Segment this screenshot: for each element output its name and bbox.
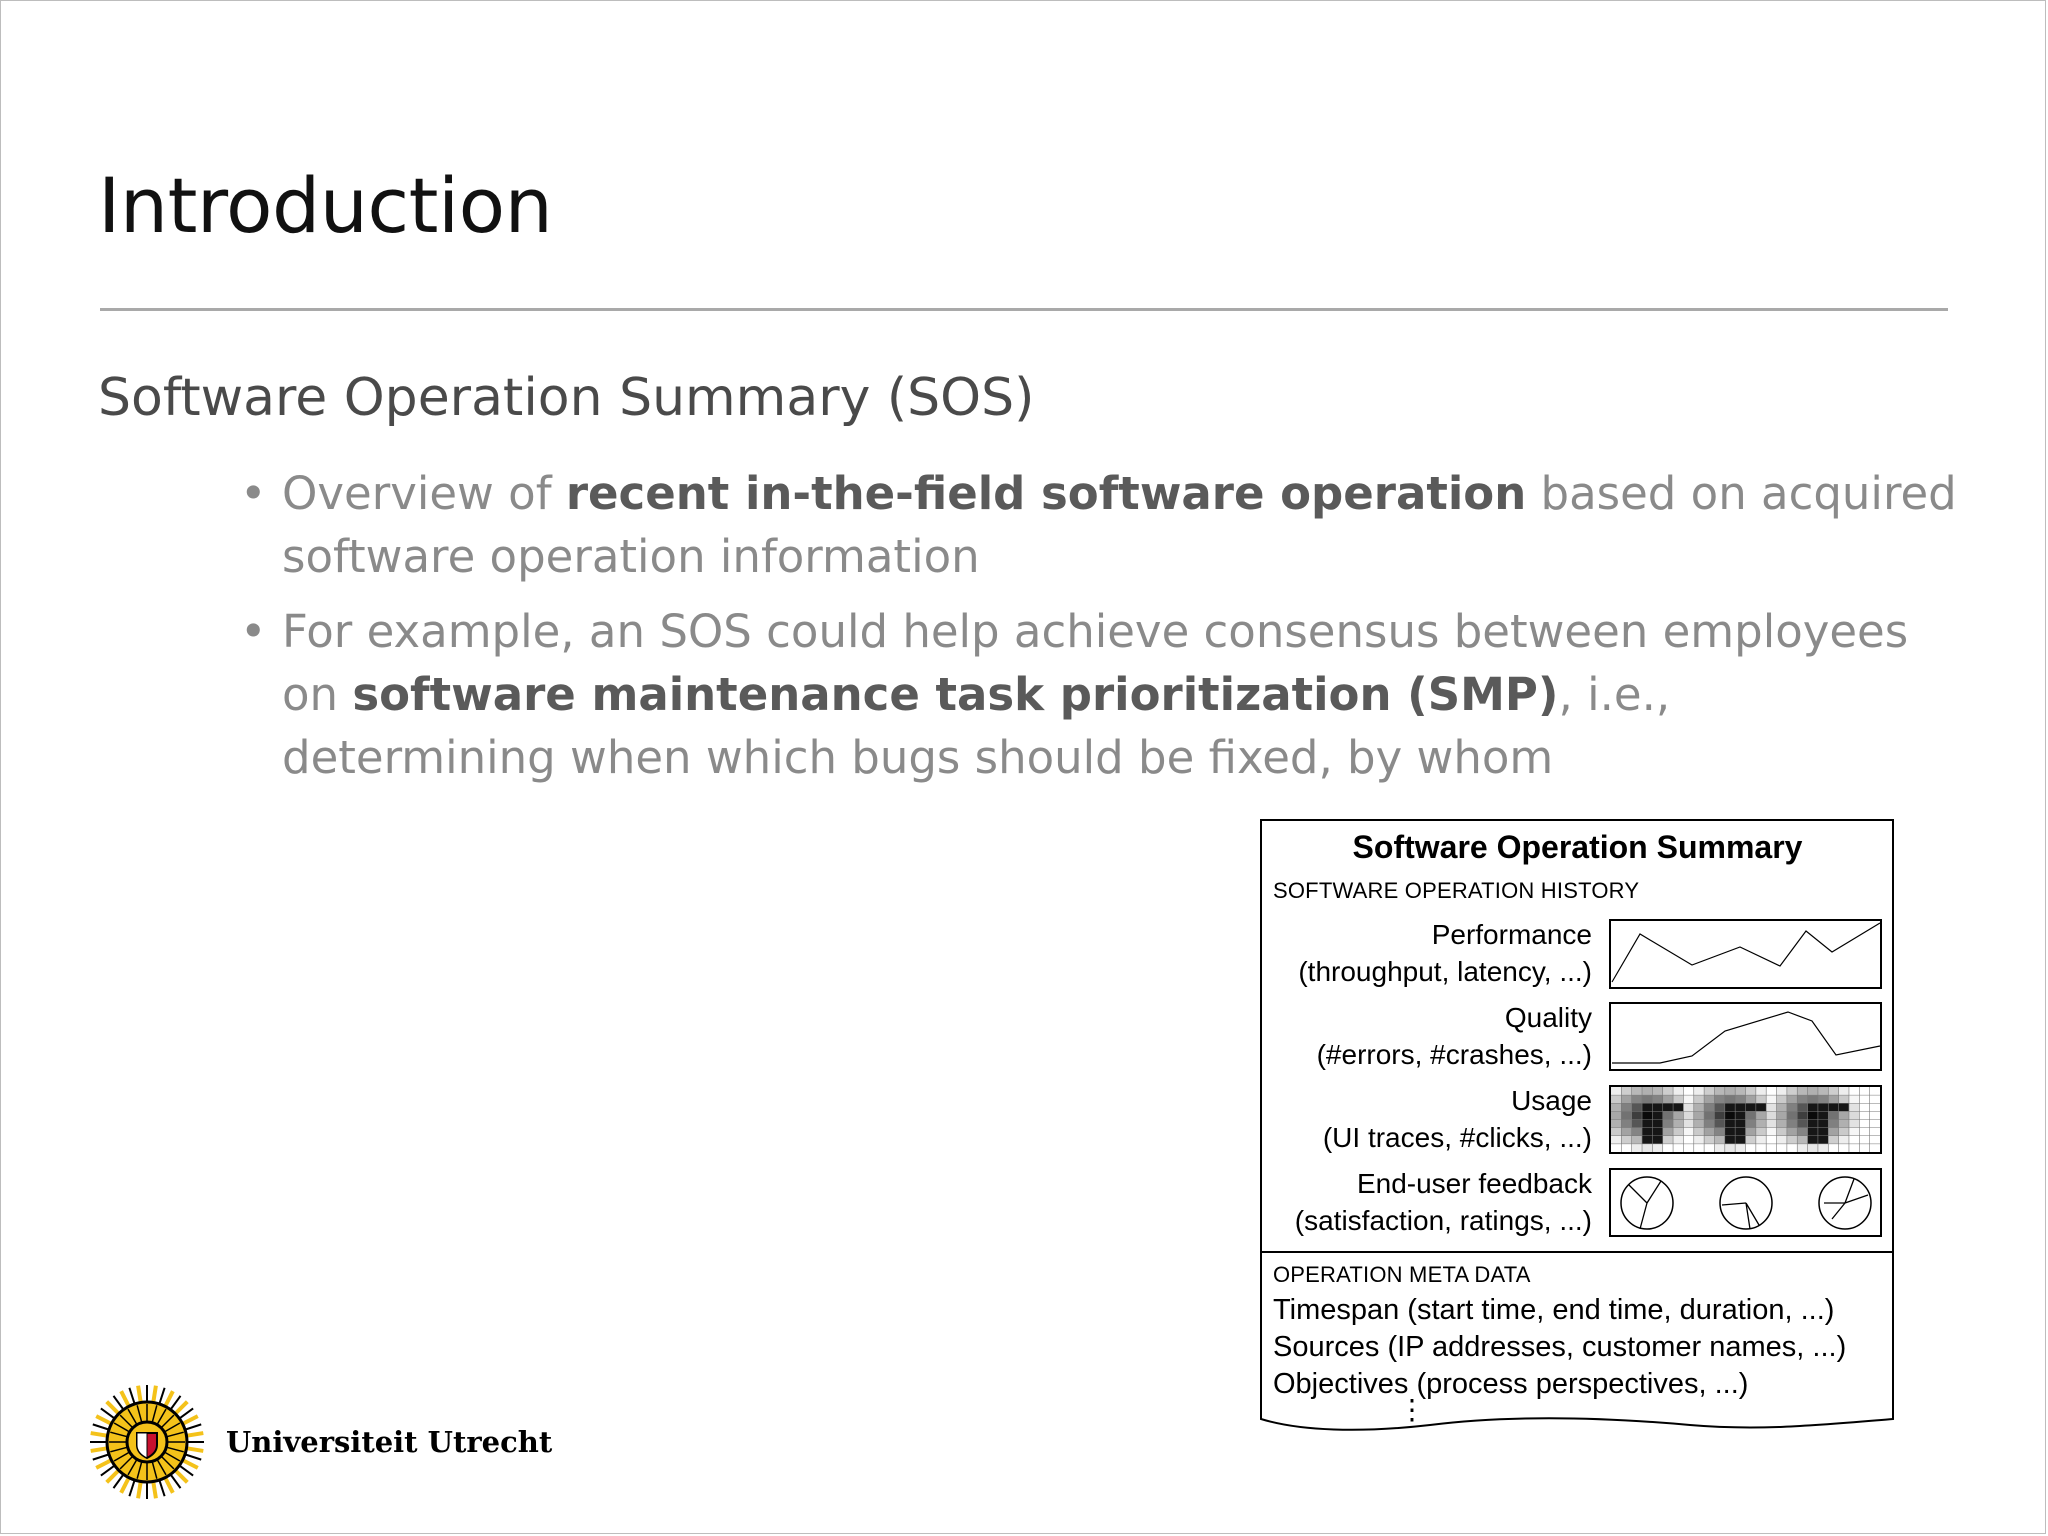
metric-label: Quality [1504,1002,1592,1033]
section-heading: Software Operation Summary (SOS) [98,368,1035,428]
metric-detail: (satisfaction, ratings, ...) [1294,1205,1592,1236]
bullet-item [238,600,1958,789]
bullet-item [238,462,1958,588]
bullet-text-prefix: For example, an SOS could help achieve consensus between employees on [282,605,1909,721]
metric-feedback [1260,1165,1592,1239]
sos-panel-title: Software Operation Summary [1352,829,1803,865]
uu-sun-seal-icon [88,1383,206,1501]
bullet-text-suffix: based on acquired software operation information [282,467,1957,583]
metric-detail: (UI traces, #clicks, ...) [1322,1122,1592,1153]
metric-quality [1260,999,1592,1073]
bullet-dot-icon: • [240,467,267,520]
metric-performance [1260,916,1592,990]
sos-panel [1260,819,1895,1447]
bullet-text-suffix: , i.e., determining when which bugs should be fixed, by whom [282,668,1671,784]
meta-line: Sources (IP addresses, customer names, ...) [1273,1331,1847,1363]
meta-line: Timespan (start time, end time, duration, ...) [1273,1294,1835,1326]
metric-label: Performance [1431,919,1592,950]
bullet-text-prefix: Overview of [282,467,566,520]
metric-detail: (throughput, latency, ...) [1298,956,1592,987]
meta-heading: OPERATION META DATA [1273,1262,1531,1287]
metric-usage [1260,1082,1592,1156]
bullet-list [238,462,1958,801]
bullet-text-bold: recent in-the-field software operation [565,467,1527,520]
meta-ellipsis-icon: ⋮ [1398,1394,1426,1425]
quality-chart-box [1610,1003,1881,1070]
title-divider [100,308,1948,311]
metric-label: Usage [1511,1085,1592,1116]
metric-detail: (#errors, #crashes, ...) [1316,1039,1592,1070]
meta-line: Objectives (process perspectives, ...) [1273,1368,1749,1400]
history-heading: SOFTWARE OPERATION HISTORY [1273,878,1640,903]
bullet-dot-icon: • [240,605,267,658]
slide-title: Introduction [98,161,553,250]
bullet-text-bold: software maintenance task prioritization (SMP) [352,668,1559,721]
metric-label: End-user feedback [1356,1168,1592,1199]
performance-chart-box [1610,920,1881,988]
institution-name: Universiteit Utrecht [226,1425,553,1459]
